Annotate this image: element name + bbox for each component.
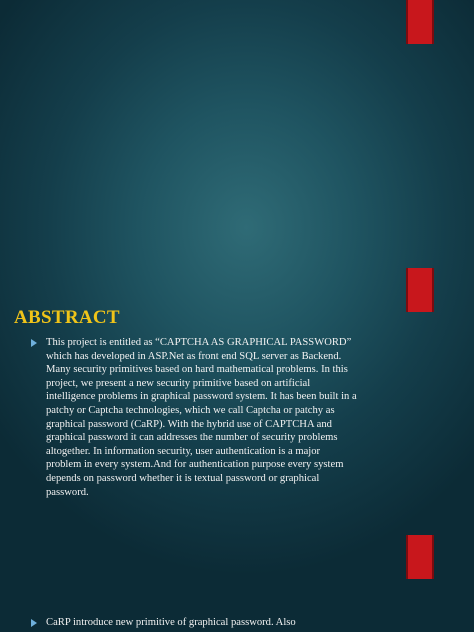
bullet-text: This project is entitled as “CAPTCHA AS GRAPHICAL PASSWORD” which has developed in ASP.Net as front end SQL server as Backend. Many security primitives based on hard mathematical problems. In this project, we present a new security primitive based on artificial intelligence problems in graphical password system. It has been built in a patchy or Captcha technologies, which we call Captcha or patchy as graphical password (CaRP). With the hybrid use of CAPTCHA and graphical password it can addresses the number of security problems altogether. In information security, user authentication is a major problem in every system.And for authentication purpose every system depends on password whether it is textual password or graphical password. [46,337,357,498]
red-accent-bar-bottom [406,535,434,579]
red-accent-bar-middle [406,268,434,312]
bullet-item-abstract [46,336,358,499]
bullet-item-carp [46,616,358,630]
triangle-bullet-icon [31,619,37,627]
triangle-bullet-icon [31,339,37,347]
bullet-text: CaRP introduce new primitive of graphical password. Also [46,617,296,628]
slide-title: ABSTRACT [14,307,120,328]
red-accent-bar-top [406,0,434,44]
